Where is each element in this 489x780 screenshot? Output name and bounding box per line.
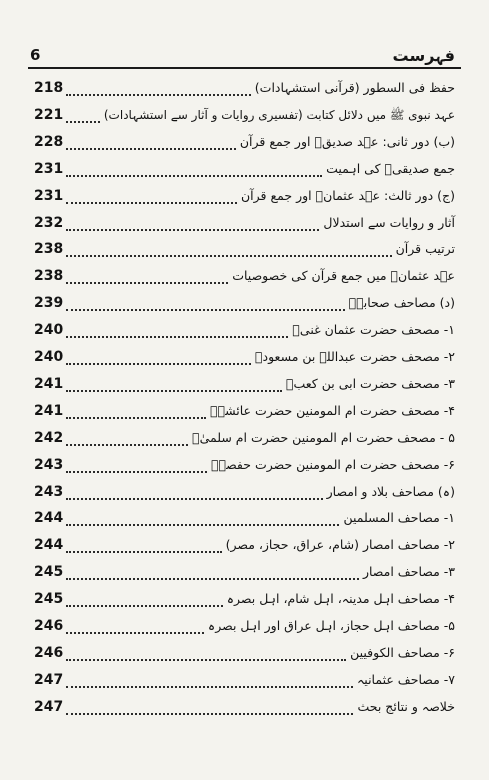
toc-entry-title: خلاصہ و نتائج بحث bbox=[357, 698, 455, 714]
toc-entry bbox=[34, 238, 455, 262]
toc-entry bbox=[34, 400, 455, 424]
toc-entry bbox=[34, 561, 455, 585]
dot-leader bbox=[66, 336, 288, 338]
toc-entry-title: حفظ فی السطور (قرآنی استشہادات) bbox=[254, 80, 455, 95]
toc-entry bbox=[34, 507, 455, 531]
dot-leader bbox=[66, 282, 228, 284]
page-number: 6 bbox=[30, 46, 41, 64]
toc-page-number: 218 bbox=[34, 80, 64, 96]
toc-entry bbox=[34, 131, 455, 155]
dot-leader bbox=[66, 578, 359, 580]
toc-page-number: 241 bbox=[34, 375, 64, 392]
page-title: فہرست bbox=[392, 46, 455, 65]
toc-page-number: 245 bbox=[34, 591, 64, 608]
toc-entry-title: ۴- مصحف حضرت ام المومنین حضرت عائشہؓ bbox=[210, 402, 455, 418]
toc-entry-title: ۶- مصحف حضرت ام المومنین حضرت حفصہؓ bbox=[211, 456, 455, 472]
dot-leader bbox=[66, 444, 188, 446]
toc-entry-title: (ب) دور ثانی: عہد صدیقؓ اور جمع قرآن bbox=[239, 133, 455, 149]
toc-page-number: 240 bbox=[34, 322, 64, 339]
toc-page-number: 239 bbox=[34, 295, 64, 312]
toc-entry-title: (ج) دور ثالث: عہد عثمانؓ اور جمع قرآن bbox=[240, 187, 455, 203]
toc-page-number: 231 bbox=[34, 187, 64, 204]
toc-entry-title: (د) مصاحف صحابہؓ bbox=[348, 295, 455, 311]
dot-leader bbox=[66, 551, 222, 553]
toc-page-number: 243 bbox=[34, 456, 64, 473]
toc-entry-title: ۴- مصاحف اہل مدینہ، اہل شام، اہل بصرہ bbox=[226, 591, 455, 607]
toc-entry bbox=[34, 427, 455, 451]
toc-entry bbox=[34, 77, 455, 101]
dot-leader bbox=[66, 309, 345, 311]
toc-entry-title: عہد نبوی ﷺ میں دلائل کتابت (تفسیری روایات و آثار سے استشہادات) bbox=[103, 107, 455, 122]
dot-leader bbox=[66, 363, 251, 365]
toc-page-number: 246 bbox=[34, 644, 64, 661]
toc-page-number: 232 bbox=[34, 214, 64, 231]
toc-entry bbox=[34, 104, 455, 128]
toc-entry-title: ۲- مصاحف امصار (شام، عراق، حجاز، مصر) bbox=[225, 537, 455, 553]
toc-entry bbox=[34, 615, 455, 639]
toc-page-number: 238 bbox=[34, 241, 64, 258]
toc-page-number: 241 bbox=[34, 402, 64, 419]
toc-page-number: 221 bbox=[34, 106, 64, 123]
dot-leader bbox=[66, 121, 100, 123]
toc-entry-title: ۳- مصاحف امصار bbox=[362, 564, 455, 580]
toc-entry bbox=[34, 292, 455, 316]
toc-page-number: 247 bbox=[34, 671, 64, 688]
toc-entry-title: آثار و روایات سے استدلال bbox=[323, 214, 455, 230]
toc-page-number: 228 bbox=[34, 133, 64, 150]
toc-entry-title: (ہ) مصاحف بلاد و امصار bbox=[326, 483, 455, 499]
toc-entry-title: ۵ - مصحف حضرت ام المومنین حضرت ام سلمیٰؓ bbox=[192, 429, 455, 445]
toc-page-number: 240 bbox=[34, 349, 64, 365]
dot-leader bbox=[66, 524, 339, 526]
dot-leader bbox=[66, 148, 236, 150]
toc-entry bbox=[34, 319, 455, 343]
toc-page-number: 244 bbox=[34, 510, 64, 527]
toc-page-number: 242 bbox=[34, 429, 64, 446]
dot-leader bbox=[66, 202, 237, 204]
toc-entry bbox=[34, 346, 455, 370]
toc-entry bbox=[34, 481, 455, 505]
toc-page-number: 238 bbox=[34, 268, 64, 285]
dot-leader bbox=[66, 713, 353, 715]
dot-leader bbox=[66, 659, 346, 661]
dot-leader bbox=[66, 229, 319, 231]
toc-entry-title: عہد عثمانؓ میں جمع قرآن کی خصوصیات bbox=[232, 268, 455, 284]
toc-page-number: 231 bbox=[34, 160, 64, 177]
toc-page-number: 246 bbox=[34, 618, 64, 634]
toc-entry-title: ۵- مصاحف اہل حجاز، اہل عراق اور اہل بصرہ bbox=[207, 618, 455, 633]
toc-entry-title: ۲- مصحف حضرت عبداللہ بن مسعودؓ bbox=[255, 349, 455, 364]
toc-entry bbox=[34, 588, 455, 612]
toc-entry bbox=[34, 158, 455, 182]
toc-entry bbox=[34, 185, 455, 209]
toc-entry-title: ترتیب قرآن bbox=[395, 241, 455, 257]
toc-entry bbox=[34, 454, 455, 478]
dot-leader bbox=[66, 632, 204, 634]
toc-entry-title: ۱- مصحف حضرت عثمان غنیؓ bbox=[292, 322, 455, 338]
toc-entry-title: ۱- مصاحف المسلمین bbox=[343, 510, 455, 526]
dot-leader bbox=[66, 390, 282, 392]
dot-leader bbox=[66, 471, 207, 473]
dot-leader bbox=[66, 255, 392, 257]
toc-entry bbox=[34, 669, 455, 693]
toc-entry bbox=[34, 265, 455, 289]
toc-page-number: 244 bbox=[34, 537, 64, 554]
toc-page-number: 245 bbox=[34, 564, 64, 581]
toc-entry bbox=[34, 642, 455, 666]
dot-leader bbox=[66, 417, 206, 419]
dot-leader bbox=[66, 498, 323, 500]
dot-leader bbox=[66, 686, 353, 688]
toc-entry-title: ۶- مصاحف الکوفیین bbox=[350, 644, 455, 660]
toc-entry-title: ۳- مصحف حضرت ابی بن کعبؓ bbox=[286, 375, 455, 391]
toc-entry-title: جمع صدیقیؓ کی اہمیت bbox=[326, 160, 455, 176]
dot-leader bbox=[66, 175, 322, 177]
toc-entry bbox=[34, 212, 455, 236]
toc-page-number: 243 bbox=[34, 483, 64, 500]
toc-entry bbox=[34, 534, 455, 558]
dot-leader bbox=[66, 605, 223, 607]
dot-leader bbox=[66, 94, 251, 96]
toc-entry bbox=[34, 373, 455, 397]
toc-entry-title: ۷- مصاحف عثمانیہ bbox=[356, 671, 455, 687]
toc-page-number: 247 bbox=[34, 698, 64, 715]
toc-entry bbox=[34, 696, 455, 720]
